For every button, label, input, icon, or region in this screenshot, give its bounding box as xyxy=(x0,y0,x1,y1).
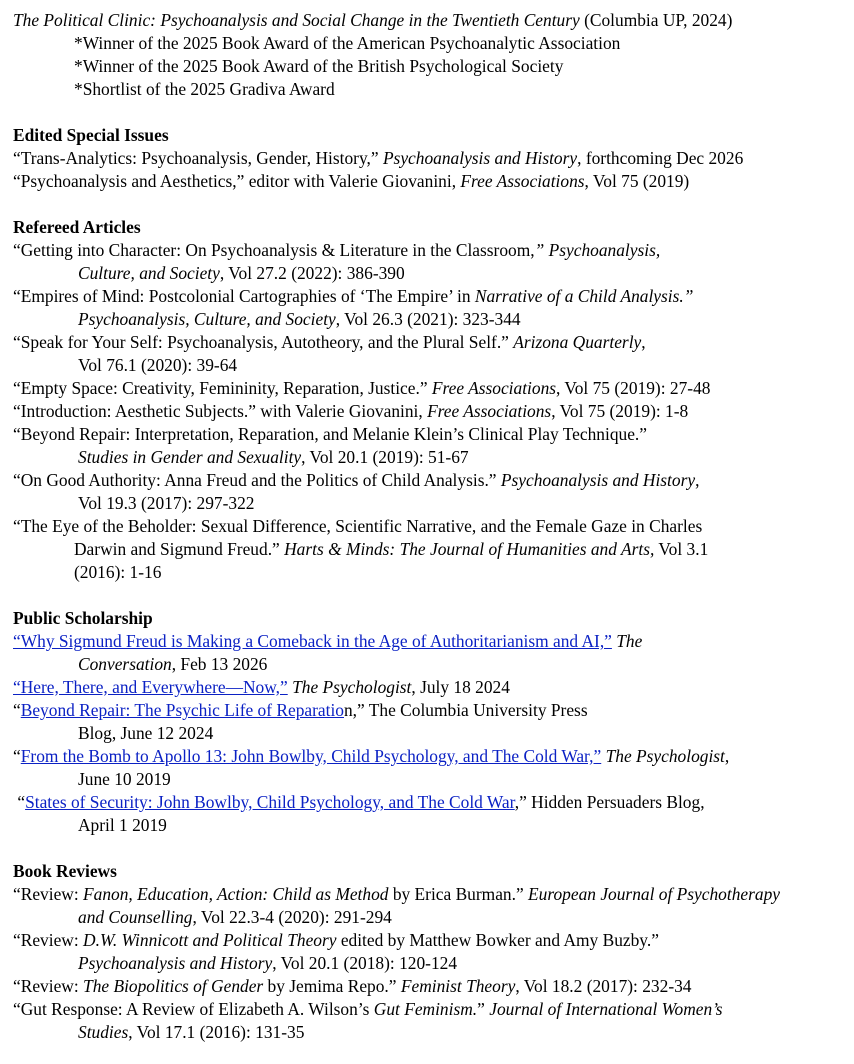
section-heading-refereed: Refereed Articles xyxy=(13,217,141,237)
book-publisher: (Columbia UP, 2024) xyxy=(579,10,733,30)
article-2: “Empires of Mind: Postcolonial Cartographies of ‘The Empire’ in Narrative of a Child Analysis.” Psychoanalysis, Culture, and Society, Vol 26.3 (2021): 323-344 xyxy=(13,286,694,329)
spacer xyxy=(13,101,843,124)
public-link-3[interactable]: Beyond Repair: The Psychic Life of Reparatio xyxy=(20,700,344,720)
review-2: “Review: D.W. Winnicott and Political Theory edited by Matthew Bowker and Amy Buzby.” Psychoanalysis and History, Vol 20.1 (2018): 120-124 xyxy=(13,930,659,973)
public-link-2[interactable]: “Here, There, and Everywhere—Now,” xyxy=(13,677,288,697)
book-entry xyxy=(13,9,843,32)
article-7: “On Good Authority: Anna Freud and the Politics of Child Analysis.” Psychoanalysis and History, Vol 19.3 (2017): 297-322 xyxy=(13,470,700,513)
public-item-2: “Here, There, and Everywhere—Now,” The Psychologist, July 18 2024 xyxy=(13,677,510,697)
public-link-4[interactable]: From the Bomb to Apollo 13: John Bowlby, Child Psychology, and The Cold War,” xyxy=(20,746,602,766)
book-title: The Political Clinic: Psychoanalysis and Social Change in the Twentieth Century xyxy=(13,10,580,30)
cv-document xyxy=(13,9,843,1044)
public-item-1: “Why Sigmund Freud is Making a Comeback in the Age of Authoritarianism and AI,” The Conversation, Feb 13 2026 xyxy=(13,631,643,674)
review-3: “Review: The Biopolitics of Gender by Jemima Repo.” Feminist Theory, Vol 18.2 (2017): 232-34 xyxy=(13,976,692,996)
review-1: “Review: Fanon, Education, Action: Child as Method by Erica Burman.” European Journal of Psychotherapy and Counselling, Vol 22.3-4 (2020): 291-294 xyxy=(13,884,780,927)
public-link-1[interactable]: “Why Sigmund Freud is Making a Comeback in the Age of Authoritarianism and AI,” xyxy=(13,631,612,651)
public-item-3: “Beyond Repair: The Psychic Life of Reparation,” The Columbia University Press Blog, June 12 2024 xyxy=(13,700,588,743)
section-heading-edited: Edited Special Issues xyxy=(13,125,169,145)
section-heading-reviews: Book Reviews xyxy=(13,861,117,881)
article-5: “Introduction: Aesthetic Subjects.” with Valerie Giovanini, Free Associations, Vol 75 (2019): 1-8 xyxy=(13,401,689,421)
spacer xyxy=(13,837,843,860)
award-2: *Winner of the 2025 Book Award of the British Psychological Society xyxy=(74,56,564,76)
public-item-4: “From the Bomb to Apollo 13: John Bowlby, Child Psychology, and The Cold War,” The Psychologist, June 10 2019 xyxy=(13,746,730,789)
spacer xyxy=(13,584,843,607)
edited-item-2: “Psychoanalysis and Aesthetics,” editor with Valerie Giovanini, Free Associations, Vol 75 (2019) xyxy=(13,171,690,191)
article-3: “Speak for Your Self: Psychoanalysis, Autotheory, and the Plural Self.” Arizona Quarterly, Vol 76.1 (2020): 39-64 xyxy=(13,332,646,375)
edited-item-1: “Trans-Analytics: Psychoanalysis, Gender, History,” Psychoanalysis and History, forthcoming Dec 2026 xyxy=(13,148,744,168)
award-1: *Winner of the 2025 Book Award of the American Psychoanalytic Association xyxy=(74,33,621,53)
award-3: *Shortlist of the 2025 Gradiva Award xyxy=(74,79,335,99)
section-heading-public: Public Scholarship xyxy=(13,608,153,628)
article-1: “Getting into Character: On Psychoanalysis & Literature in the Classroom,” Psychoanalysis, Culture, and Society, Vol 27.2 (2022): 386-390 xyxy=(13,240,661,283)
public-link-5[interactable]: States of Security: John Bowlby, Child Psychology, and The Cold War xyxy=(25,792,515,812)
article-4: “Empty Space: Creativity, Femininity, Reparation, Justice.” Free Associations, Vol 75 (2019): 27-48 xyxy=(13,378,711,398)
review-4: “Gut Response: A Review of Elizabeth A. Wilson’s Gut Feminism.” Journal of International Women’s Studies, Vol 17.1 (2016): 131-35 xyxy=(13,999,723,1042)
public-item-5: “States of Security: John Bowlby, Child Psychology, and The Cold War,” Hidden Persuaders Blog, April 1 2019 xyxy=(13,792,705,835)
spacer xyxy=(13,193,843,216)
article-8: “The Eye of the Beholder: Sexual Difference, Scientific Narrative, and the Female Gaze in Charles Darwin and Sigmund Freud.” Harts & Minds: The Journal of Humanities and Arts, Vol 3.1 (2016): 1-16 xyxy=(13,516,709,582)
article-6: “Beyond Repair: Interpretation, Reparation, and Melanie Klein’s Clinical Play Technique.” Studies in Gender and Sexuality, Vol 20.1 (2019): 51-67 xyxy=(13,424,647,467)
